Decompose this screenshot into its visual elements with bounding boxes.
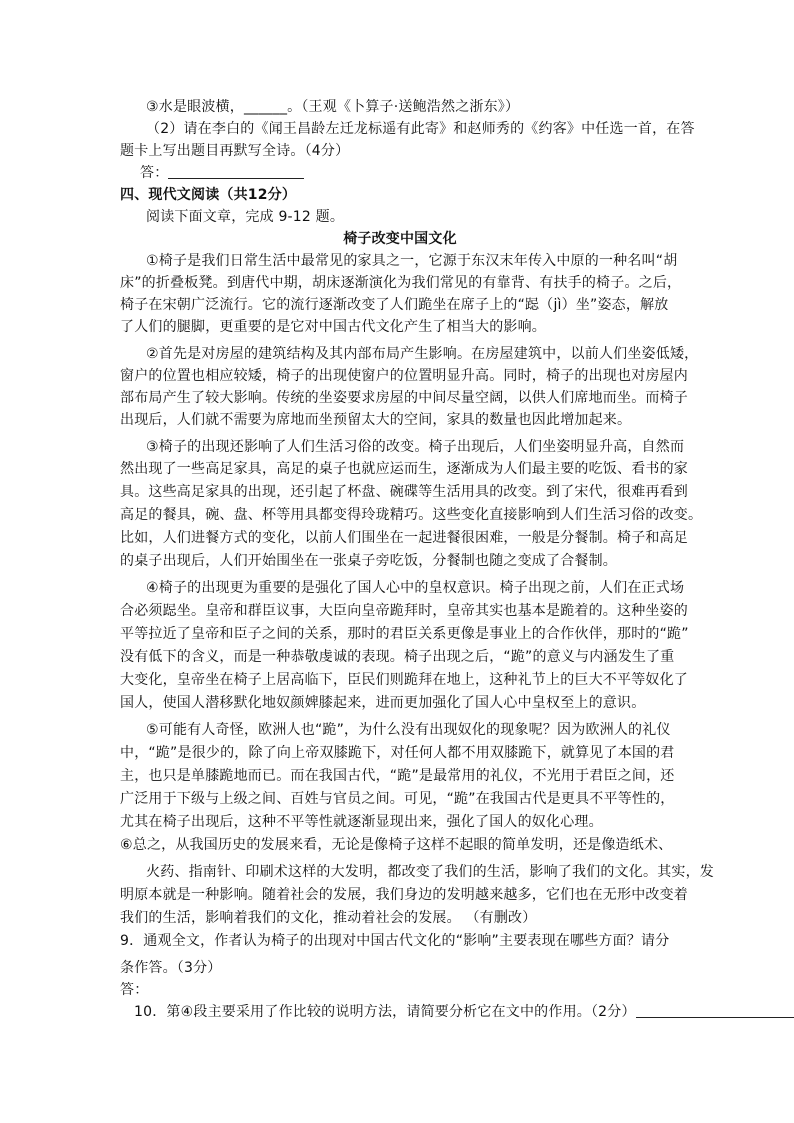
paragraph-6-line: 火药、指南针、印刷术这样的大发明，都改变了我们的生活，影响了我们的文化。其实，发 bbox=[146, 864, 714, 880]
paragraph-5-line: ⑥总之，从我国历史的发展来看，无论是像椅子这样不起眼的简单发明，还是像造纸术、 bbox=[120, 837, 673, 853]
paragraph-6-line: 9．通观全文，作者认为椅子的出现对中国古代文化的“影响”主要表现在哪些方面？请分 bbox=[120, 933, 670, 949]
paragraph-5-line: 尤其在椅子出现后，这种不平等性就逐渐显现出来，强化了国人的奴化心理。 bbox=[120, 814, 603, 830]
paragraph-3-line: 比如，人们进餐方式的变化，以前人们围坐在一起进餐很困难，一般是分餐制。椅子和高足 bbox=[120, 530, 688, 546]
paragraph-4-line: 平等拉近了皇帝和臣子之间的关系，那时的君臣关系更像是事业上的合作伙伴，那时的“跪” bbox=[120, 626, 689, 642]
paragraph-4-line: ④椅子的出现更为重要的是强化了国人心中的皇权意识。椅子出现之前，人们在正式场 bbox=[146, 580, 685, 596]
answer-blank-9[interactable] bbox=[636, 1003, 794, 1018]
answer-blank[interactable] bbox=[168, 164, 304, 179]
question-9: 条作答。（3分） bbox=[120, 960, 222, 976]
paragraph-6-line: 明原本就是一种影响。随着社会的发展，我们身边的发明越来越多，它们也在无形中改变着 bbox=[120, 887, 688, 903]
reading-instruction: 阅读下面文章，完成 9-12 题。 bbox=[146, 209, 345, 225]
paragraph-6-line: 我们的生活，影响着我们的文化，推动着社会的发展。 （有删改） bbox=[120, 910, 537, 926]
question-part-2-cont: 题卡上写出题目再默写全诗。（4分） bbox=[120, 143, 350, 159]
section-heading: 四、现代文阅读（共12分） bbox=[120, 187, 297, 203]
article-title: 椅子改变中国文化 bbox=[343, 231, 457, 247]
paragraph-5-line: 中，“跪”是很少的，除了向上帝双膝跪下，对任何人都不用双膝跪下，就算见了本国的君 bbox=[120, 745, 675, 761]
paragraph-1-line: 了人们的腿脚，更重要的是它对中国古代文化产生了相当大的影响。 bbox=[120, 319, 546, 335]
paragraph-2-line: 部布局产生了较大影响。传统的坐姿要求房屋的中间尽量空阔，以供人们席地而坐。而椅子 bbox=[120, 390, 688, 406]
paragraph-1-line: 椅子在宋朝广泛流行。它的流行逐渐改变了人们跪坐在席子上的“跽（jì）坐”姿态，解放 bbox=[120, 297, 669, 313]
paragraph-3-line: 然出现了一些高足家具，高足的桌子也就应运而生，逐渐成为人们最主要的吃饭、看书的家 bbox=[120, 461, 688, 477]
paragraph-4-line: 合必须跽坐。皇帝和群臣议事，大臣向皇帝跪拜时，皇帝其实也基本是跪着的。这种坐姿的 bbox=[120, 603, 688, 619]
answer-line-9: 10．第④段主要采用了作比较的说明方法，请简要分析它在文中的作用。（2分） bbox=[134, 1001, 694, 1023]
question-9-cont: 答： bbox=[120, 982, 149, 998]
paragraph-2-line: 窗户的位置也相应较矮，椅子的出现使窗户的位置明显升高。同时，椅子的出现也对房屋内 bbox=[120, 368, 688, 384]
paragraph-3-line: 具。这些高足家具的出现，还引起了杯盘、碗碟等生活用具的改变。到了宋代，很难再看到 bbox=[120, 484, 688, 500]
paragraph-2-line: 出现后，人们就不需要为席地而坐预留太大的空间，家具的数量也因此增加起来。 bbox=[120, 412, 632, 428]
paragraph-5-line: 广泛用于下级与上级之间、百姓与官员之间。可见，“跪”在我国古代是更具不平等性的， bbox=[120, 791, 675, 807]
paragraph-3-line: ③椅子的出现还影响了人们生活习俗的改变。椅子出现后，人们坐姿明显升高，自然而 bbox=[146, 439, 685, 455]
paragraph-1-line: ①椅子是我们日常生活中最常见的家具之一，它源于东汉末年传入中原的一种名叫“胡 bbox=[146, 253, 678, 269]
paragraph-2-line: ②首先是对房屋的建筑结构及其内部布局产生影响。在房屋建筑中，以前人们坐姿低矮， bbox=[146, 346, 699, 362]
question-item-3: ③水是眼波横，______。（王观《卜算子·送鲍浩然之浙东》） bbox=[146, 99, 520, 115]
paragraph-4-line: 国人，使国人潜移默化地奴颜婢膝起来，进而更加强化了国人心中皇权至上的意识。 bbox=[120, 695, 646, 711]
paragraph-1-line: 床”的折叠板凳。到唐代中期，胡床逐渐演化为我们常见的有靠背、有扶手的椅子。之后， bbox=[120, 275, 682, 291]
paragraph-5-line: ⑤可能有人奇怪，欧洲人也“跪”，为什么没有出现奴化的现象呢？因为欧洲人的礼仪 bbox=[146, 722, 671, 738]
answer-line: 答： bbox=[140, 162, 700, 184]
paragraph-4-line: 没有低下的含义，而是一种恭敬虔诚的表现。椅子出现之后，“跪”的意义与内涵发生了重 bbox=[120, 649, 675, 665]
paragraph-3-line: 的桌子出现后，人们开始围坐在一张桌子旁吃饭，分餐制也随之变成了合餐制。 bbox=[120, 553, 617, 569]
paragraph-4-line: 大变化，皇帝坐在椅子上居高临下，臣民们则跪拜在地上，这种礼节上的巨大不平等奴化了 bbox=[120, 672, 688, 688]
paragraph-3-line: 高足的餐具，碗、盘、杯等用具都变得玲珑精巧。这些变化直接影响到人们生活习俗的改变。 bbox=[120, 507, 703, 523]
question-part-2: （2）请在李白的《闻王昌龄左迁龙标遥有此寄》和赵师秀的《约客》中任选一首，在答 bbox=[146, 121, 695, 137]
paragraph-5-line: 主，也只是单膝跪地而已。而在我国古代，“跪”是最常用的礼仪，不光用于君臣之间，还 bbox=[120, 768, 675, 784]
